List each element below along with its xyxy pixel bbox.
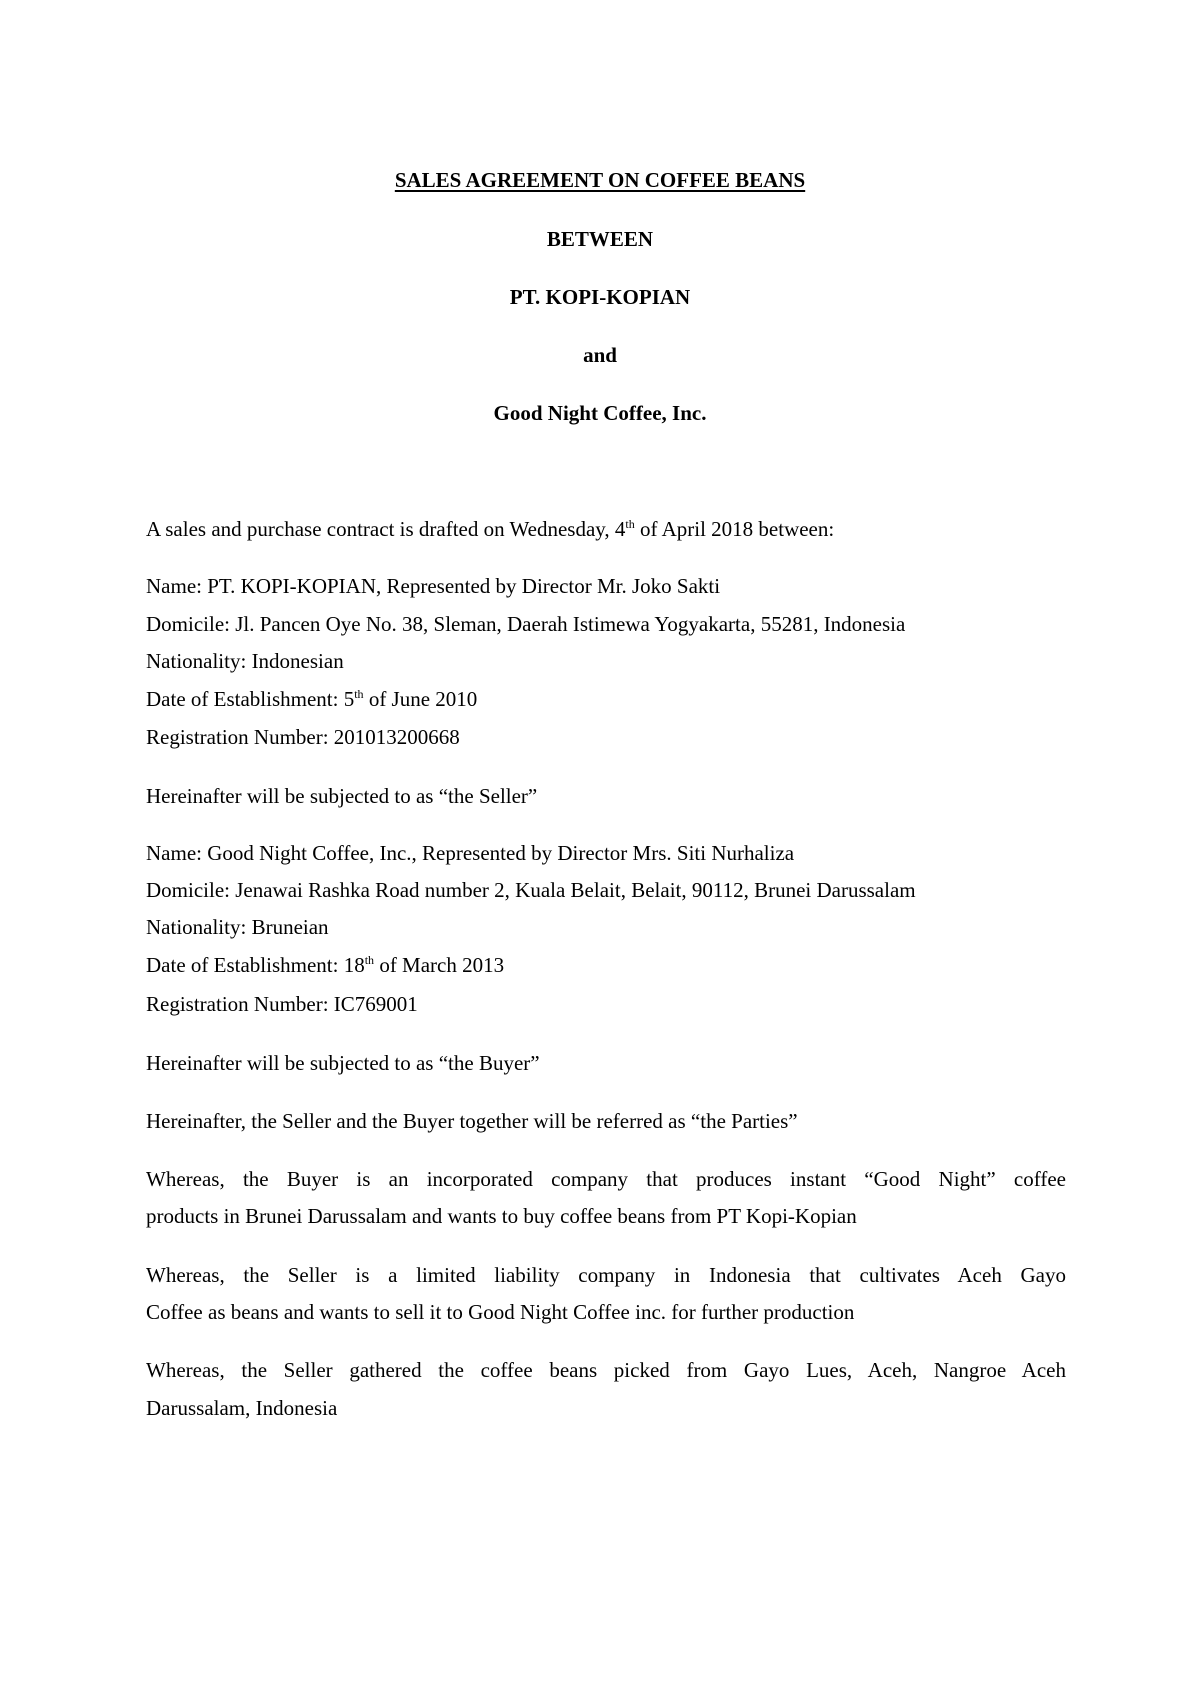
seller-hereinafter: Hereinafter will be subjected to as “the Seller” [146, 784, 538, 808]
seller-establishment [146, 686, 1066, 712]
between-heading: BETWEEN [546, 227, 654, 251]
agreement-title: SALES AGREEMENT ON COFFEE BEANS [394, 168, 806, 192]
parties-line: Hereinafter, the Seller and the Buyer together will be referred as “the Parties” [146, 1109, 798, 1133]
intro-sup: th [625, 517, 635, 531]
buyer-registration: Registration Number: IC769001 [146, 992, 418, 1016]
intro-prefix: A sales and purchase contract is drafted on Wednesday, 4 [146, 517, 626, 541]
seller-nationality: Nationality: Indonesian [146, 649, 344, 673]
seller-registration: Registration Number: 201013200668 [146, 725, 460, 749]
buyer-establishment-prefix: Date of Establishment: 18 [146, 953, 365, 977]
buyer-domicile: Domicile: Jenawai Rashka Road number 2, Kuala Belait, Belait, 90112, Brunei Darussalam [146, 878, 916, 902]
buyer-establishment-suffix: of March 2013 [374, 953, 505, 977]
seller-establishment-sup: th [354, 687, 364, 701]
whereas-two-line-2: Coffee as beans and wants to sell it to Good Night Coffee inc. for further production [146, 1300, 855, 1324]
buyer-nationality: Nationality: Bruneian [146, 915, 329, 939]
seller-domicile: Domicile: Jl. Pancen Oye No. 38, Sleman, Daerah Istimewa Yogyakarta, 55281, Indonesia [146, 612, 906, 636]
party-two-heading: Good Night Coffee, Inc. [493, 401, 707, 425]
whereas-two-line-1: Whereas, the Seller is a limited liability company in Indonesia that cultivates Aceh Gayo [146, 1263, 1066, 1287]
intro-line [146, 516, 1066, 542]
and-heading: and [583, 343, 617, 367]
buyer-establishment-sup: th [364, 953, 375, 967]
whereas-one-line-1: Whereas, the Buyer is an incorporated company that produces instant “Good Night” coffee [146, 1167, 1066, 1191]
buyer-establishment [146, 952, 1066, 978]
buyer-hereinafter: Hereinafter will be subjected to as “the Buyer” [146, 1051, 540, 1075]
seller-establishment-prefix: Date of Establishment: 5 [146, 687, 355, 711]
seller-establishment-suffix: of June 2010 [363, 687, 478, 711]
seller-name: Name: PT. KOPI-KOPIAN, Represented by Director Mr. Joko Sakti [146, 574, 721, 598]
intro-suffix: of April 2018 between: [634, 517, 835, 541]
whereas-one-line-2: products in Brunei Darussalam and wants to buy coffee beans from PT Kopi-Kopian [146, 1204, 857, 1228]
party-one-heading: PT. KOPI-KOPIAN [509, 285, 691, 309]
whereas-three-line-2: Darussalam, Indonesia [146, 1396, 338, 1420]
buyer-name: Name: Good Night Coffee, Inc., Represented by Director Mrs. Siti Nurhaliza [146, 841, 795, 865]
whereas-three-line-1: Whereas, the Seller gathered the coffee beans picked from Gayo Lues, Aceh, Nangroe Aceh [146, 1358, 1066, 1382]
